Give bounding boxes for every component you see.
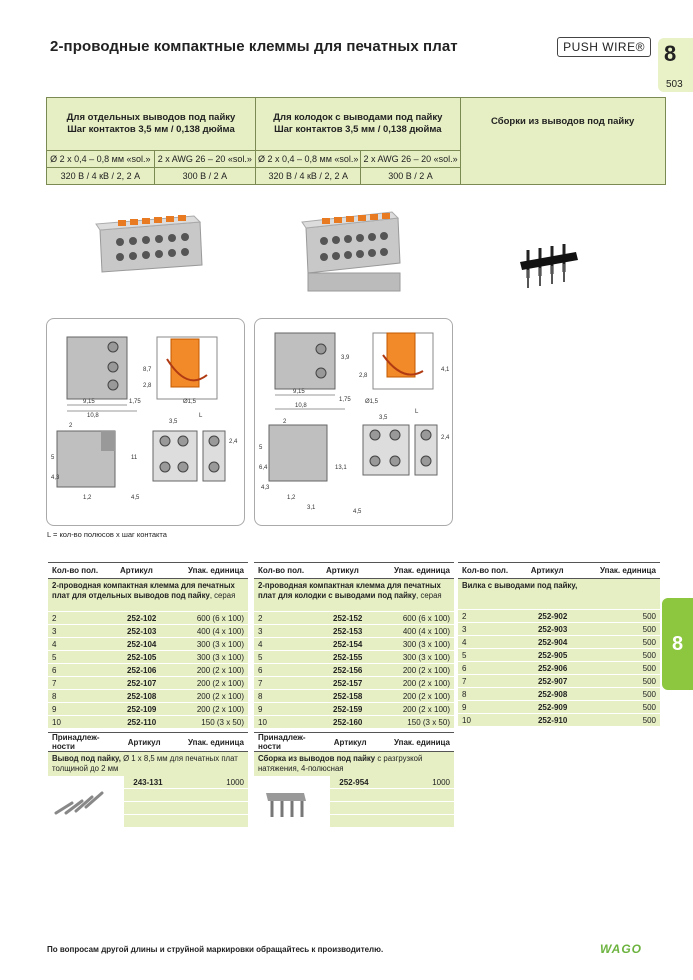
svg-text:4,1: 4,1: [441, 367, 450, 373]
row-pack: 200 (2 x 100): [167, 703, 248, 716]
col-qty: Кол-во пол.: [254, 563, 322, 579]
row-pack: 200 (2 x 100): [167, 664, 248, 677]
row-article: 252-909: [527, 701, 579, 714]
accessory-article: 243-131: [124, 776, 172, 789]
solder-pin-image: [48, 776, 124, 828]
row-pack: 300 (3 x 100): [167, 651, 248, 664]
row-qty: 6: [254, 664, 322, 677]
row-article: 252-902: [527, 610, 579, 623]
row-article: 252-154: [322, 638, 373, 651]
legend-note: L = кол-во полюсов x шаг контакта: [47, 530, 167, 539]
row-qty: 8: [458, 688, 527, 701]
row-qty: 4: [48, 638, 116, 651]
row-qty: 7: [254, 677, 322, 690]
row-pack: 150 (3 x 50): [373, 716, 454, 729]
row-article: 252-105: [116, 651, 167, 664]
row-qty: 2: [458, 610, 527, 623]
row-article: 252-104: [116, 638, 167, 651]
spec-rating2: 300 В / 2 А: [361, 168, 460, 185]
svg-text:4,5: 4,5: [131, 495, 140, 501]
row-pack: 500: [579, 610, 660, 623]
spec-col3-title: Сборки из выводов под пайку: [460, 98, 665, 185]
chapter-number: 8: [664, 41, 677, 66]
row-qty: 4: [254, 638, 322, 651]
table-row: [48, 677, 248, 690]
row-article: 252-108: [116, 690, 167, 703]
table-row: [458, 636, 660, 649]
spec-table: [46, 97, 666, 185]
col-accessories: Принадлеж- ности: [254, 733, 330, 752]
svg-text:4,3: 4,3: [261, 485, 270, 491]
table-description: 2-проводная компактная клемма для печатных плат для колодки с выводами под пайку, серая: [254, 579, 454, 604]
row-article: 252-904: [527, 636, 579, 649]
row-pack: 200 (2 x 100): [167, 690, 248, 703]
row-qty: 3: [254, 625, 322, 638]
svg-text:1,2: 1,2: [83, 495, 92, 501]
col-article: Артикул: [330, 733, 378, 752]
svg-text:5: 5: [259, 445, 263, 451]
svg-text:8,7: 8,7: [143, 367, 152, 373]
row-pack: 600 (6 x 100): [373, 612, 454, 625]
order-table-1: [48, 562, 248, 729]
row-article: 252-907: [527, 675, 579, 688]
spec-wire1: Ø 2 x 0,4 – 0,8 мм «sol.»: [47, 151, 155, 168]
svg-text:4,5: 4,5: [353, 509, 362, 515]
row-pack: 300 (3 x 100): [167, 638, 248, 651]
row-qty: 4: [458, 636, 527, 649]
row-qty: 2: [254, 612, 322, 625]
page-number: 503: [666, 79, 683, 90]
table-row: [48, 703, 248, 716]
row-article: 252-106: [116, 664, 167, 677]
svg-text:3,1: 3,1: [307, 505, 316, 511]
svg-text:11: 11: [131, 455, 138, 461]
col-pack: Упак. единица: [378, 733, 454, 752]
product-photo-pin-header: [518, 238, 588, 293]
row-qty: 8: [48, 690, 116, 703]
table-description: Сборка из выводов под пайку с разгрузкой натяжения, 4-полюсная: [254, 752, 454, 777]
table-description: 2-проводная компактная клемма для печатных плат для отдельных выводов под пайку, серая: [48, 579, 248, 604]
table-row: [48, 716, 248, 729]
row-pack: 200 (2 x 100): [167, 677, 248, 690]
svg-text:9,15: 9,15: [83, 399, 95, 405]
row-article: 252-158: [322, 690, 373, 703]
row-qty: 5: [254, 651, 322, 664]
row-article: 252-905: [527, 649, 579, 662]
col-article: Артикул: [116, 563, 167, 579]
row-qty: 9: [48, 703, 116, 716]
row-pack: 500: [579, 636, 660, 649]
row-article: 252-107: [116, 677, 167, 690]
spec-wire2: 2 x AWG 26 – 20 «sol.»: [361, 151, 460, 168]
row-article: 252-910: [527, 714, 579, 727]
table-row: [458, 675, 660, 688]
row-article: 252-157: [322, 677, 373, 690]
svg-text:2,8: 2,8: [359, 373, 368, 379]
spec-col2-title: Для колодок с выводами под пайку Шаг контактов 3,5 мм / 0,138 дюйма: [256, 98, 461, 151]
row-qty: 9: [254, 703, 322, 716]
table-row: [48, 690, 248, 703]
table-row: [254, 716, 454, 729]
table-row: [458, 701, 660, 714]
table-row: [48, 651, 248, 664]
row-pack: 500: [579, 675, 660, 688]
row-qty: 8: [254, 690, 322, 703]
col-article: Артикул: [527, 563, 579, 579]
svg-text:10,8: 10,8: [295, 403, 307, 409]
row-pack: 200 (2 x 100): [373, 690, 454, 703]
row-pack: 500: [579, 714, 660, 727]
row-pack: 400 (4 x 100): [373, 625, 454, 638]
spec-rating1: 320 В / 4 кВ / 2, 2 А: [47, 168, 155, 185]
row-pack: 500: [579, 701, 660, 714]
row-qty: 3: [48, 625, 116, 638]
side-chapter-tab[interactable]: 8: [662, 598, 693, 690]
table-row: [48, 638, 248, 651]
row-pack: 600 (6 x 100): [167, 612, 248, 625]
row-article: 252-903: [527, 623, 579, 636]
row-article: 252-153: [322, 625, 373, 638]
svg-text:2: 2: [69, 423, 73, 429]
table-row: [254, 690, 454, 703]
svg-text:2: 2: [283, 419, 287, 425]
row-article: 252-102: [116, 612, 167, 625]
row-qty: 9: [458, 701, 527, 714]
svg-text:1,75: 1,75: [339, 397, 351, 403]
row-pack: 200 (2 x 100): [373, 677, 454, 690]
row-pack: 500: [579, 649, 660, 662]
row-article: 252-906: [527, 662, 579, 675]
row-pack: 500: [579, 688, 660, 701]
row-article: 252-103: [116, 625, 167, 638]
row-qty: 6: [48, 664, 116, 677]
col-accessories: Принадлеж- ности: [48, 733, 124, 752]
svg-text:1,2: 1,2: [287, 495, 296, 501]
svg-text:2,8: 2,8: [143, 383, 152, 389]
table-row: [254, 651, 454, 664]
table-row: [254, 625, 454, 638]
product-photo-terminal-block-pins: [298, 208, 408, 298]
table-row: [458, 688, 660, 701]
dimension-drawing-2: [254, 318, 453, 526]
table-row: [48, 625, 248, 638]
accessory-pack: 1000: [172, 776, 248, 789]
spec-rating1: 320 В / 4 кВ / 2, 2 А: [256, 168, 361, 185]
svg-text:Ø1,5: Ø1,5: [365, 399, 379, 405]
row-pack: 300 (3 x 100): [373, 638, 454, 651]
table-row: [458, 649, 660, 662]
svg-text:9,15: 9,15: [293, 389, 305, 395]
row-pack: 400 (4 x 100): [167, 625, 248, 638]
svg-text:L: L: [199, 413, 203, 419]
table-row: [458, 610, 660, 623]
table-row: [458, 623, 660, 636]
table-row: [254, 612, 454, 625]
accessories-table-2: [254, 732, 454, 828]
row-pack: 200 (2 x 100): [373, 664, 454, 677]
table-row: [48, 664, 248, 677]
table-description: Вилка с выводами под пайку,: [458, 579, 660, 602]
col-pack: Упак. единица: [579, 563, 660, 579]
col-pack: Упак. единица: [373, 563, 454, 579]
svg-text:Ø1,5: Ø1,5: [183, 399, 197, 405]
row-article: 252-159: [322, 703, 373, 716]
row-qty: 5: [48, 651, 116, 664]
table-row: [458, 662, 660, 675]
accessories-table-1: [48, 732, 248, 828]
spec-wire1: Ø 2 x 0,4 – 0,8 мм «sol.»: [256, 151, 361, 168]
spec-rating2: 300 В / 2 А: [154, 168, 255, 185]
order-table-2: [254, 562, 454, 729]
dimension-drawing-1: [46, 318, 245, 526]
row-qty: 3: [458, 623, 527, 636]
pin-assembly-image: [254, 776, 330, 828]
svg-text:L: L: [415, 409, 419, 415]
order-table-3: [458, 562, 660, 727]
svg-text:4,3: 4,3: [51, 475, 60, 481]
row-article: 252-152: [322, 612, 373, 625]
brand-badge: PUSH WIRE®: [557, 37, 651, 57]
row-pack: 300 (3 x 100): [373, 651, 454, 664]
svg-text:13,1: 13,1: [335, 465, 347, 471]
svg-text:2,4: 2,4: [229, 439, 238, 445]
col-article: Артикул: [124, 733, 172, 752]
table-description: Вывод под пайку, Ø 1 x 8,5 мм для печатных плат толщиной до 2 мм: [48, 752, 248, 777]
row-article: 252-908: [527, 688, 579, 701]
table-row: [254, 664, 454, 677]
svg-text:3,5: 3,5: [379, 415, 388, 421]
svg-text:3,5: 3,5: [169, 419, 178, 425]
row-article: 252-109: [116, 703, 167, 716]
col-pack: Упак. единица: [172, 733, 248, 752]
accessory-pack: 1000: [378, 776, 454, 789]
row-article: 252-160: [322, 716, 373, 729]
page-title: 2-проводные компактные клеммы для печатных плат: [50, 38, 458, 55]
row-qty: 5: [458, 649, 527, 662]
table-row: [48, 612, 248, 625]
row-qty: 6: [458, 662, 527, 675]
row-qty: 10: [458, 714, 527, 727]
col-article: Артикул: [322, 563, 373, 579]
svg-text:6,4: 6,4: [259, 465, 268, 471]
svg-text:2,4: 2,4: [441, 435, 450, 441]
row-qty: 2: [48, 612, 116, 625]
row-qty: 7: [458, 675, 527, 688]
svg-text:1,75: 1,75: [129, 399, 141, 405]
row-qty: 10: [254, 716, 322, 729]
svg-text:3,9: 3,9: [341, 355, 350, 361]
table-row: [254, 638, 454, 651]
product-photo-terminal-block: [90, 210, 210, 280]
row-pack: 500: [579, 623, 660, 636]
row-article: 252-110: [116, 716, 167, 729]
table-row: [254, 703, 454, 716]
col-qty: Кол-во пол.: [458, 563, 527, 579]
row-qty: 7: [48, 677, 116, 690]
row-pack: 150 (3 x 50): [167, 716, 248, 729]
spec-wire2: 2 x AWG 26 – 20 «sol.»: [154, 151, 255, 168]
table-row: [254, 677, 454, 690]
col-qty: Кол-во пол.: [48, 563, 116, 579]
accessory-article: 252-954: [330, 776, 378, 789]
spec-col1-title: Для отдельных выводов под пайку Шаг контактов 3,5 мм / 0,138 дюйма: [47, 98, 256, 151]
table-row: [458, 714, 660, 727]
svg-text:5: 5: [51, 455, 55, 461]
svg-text:10,8: 10,8: [87, 413, 99, 419]
row-pack: 500: [579, 662, 660, 675]
row-qty: 10: [48, 716, 116, 729]
footer-note: По вопросам другой длины и струйной маркировки обращайтесь к производителю.: [47, 945, 384, 954]
row-pack: 200 (2 x 100): [373, 703, 454, 716]
row-article: 252-156: [322, 664, 373, 677]
col-pack: Упак. единица: [167, 563, 248, 579]
wago-logo: WAGO: [600, 942, 642, 956]
row-article: 252-155: [322, 651, 373, 664]
